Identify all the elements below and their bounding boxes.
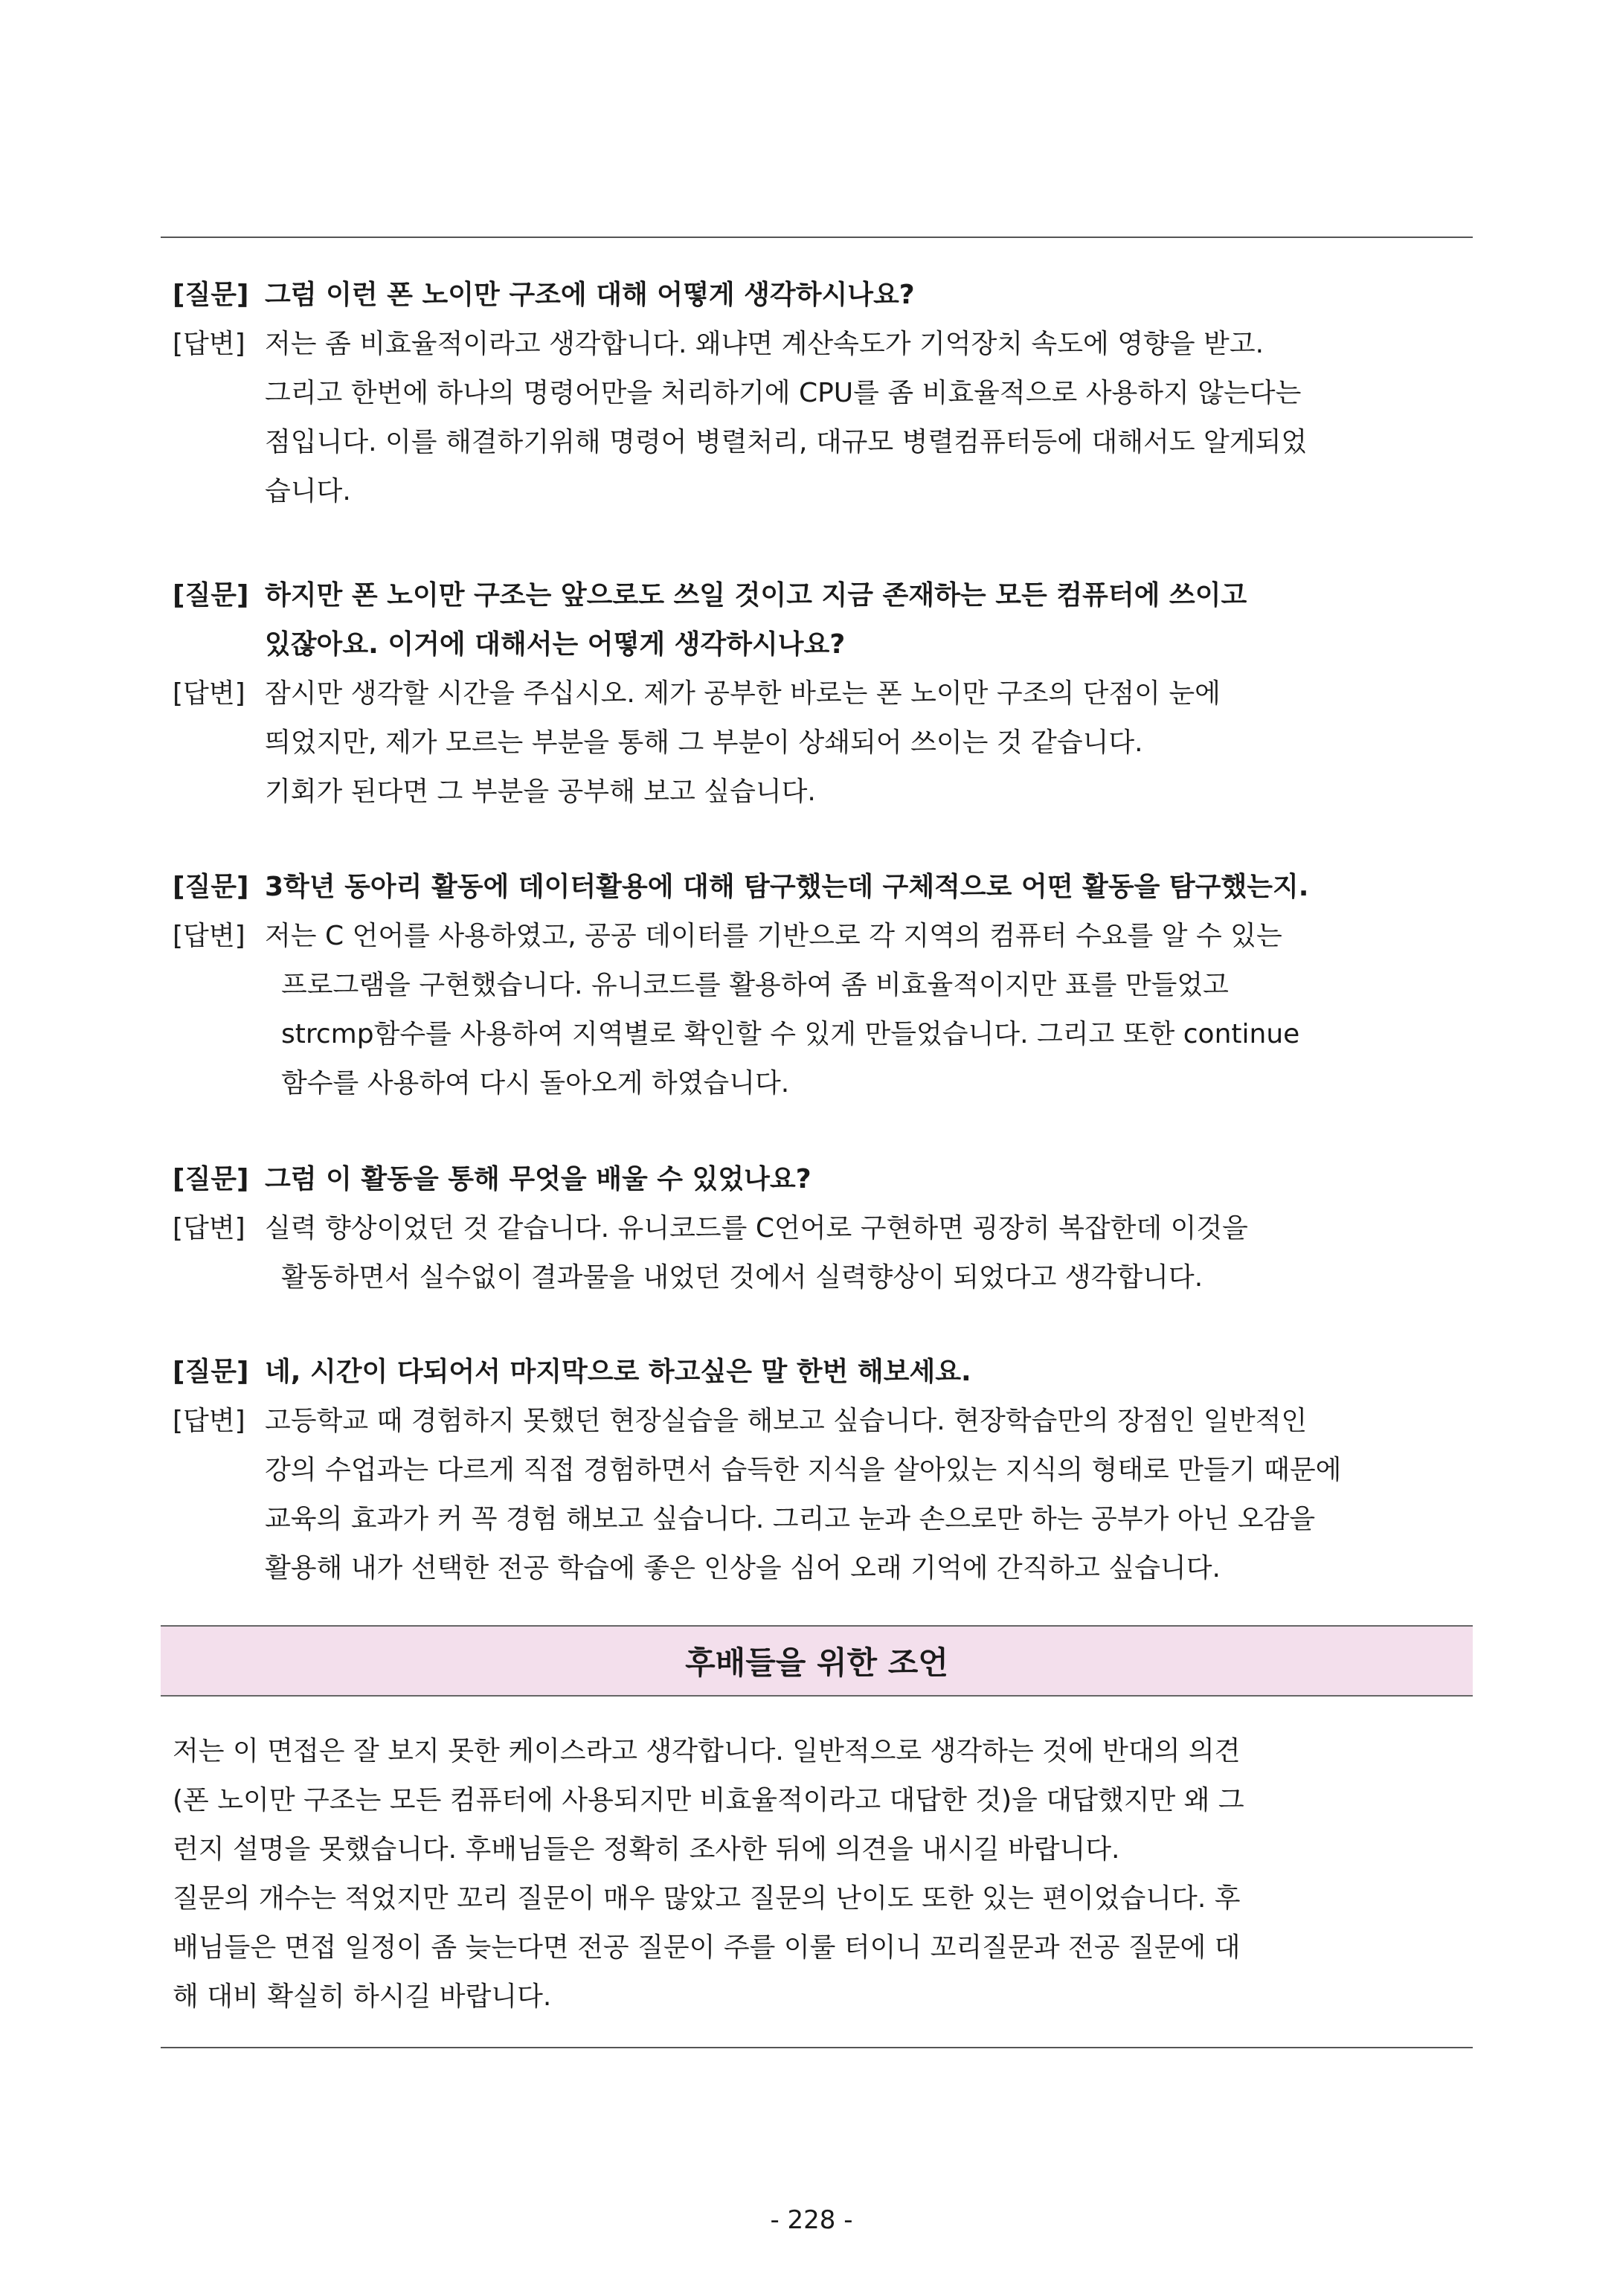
question-text: 네, 시간이 다되어서 마지막으로 하고싶은 말 한번 해보세요. xyxy=(265,1357,971,1387)
answer-text: 함수를 사용하여 다시 돌아오게 하였습니다. xyxy=(281,1068,790,1099)
answer-text: 활동하면서 실수없이 결과물을 내었던 것에서 실력향상이 되었다고 생각합니다. xyxy=(281,1262,1203,1293)
page-number: - 228 - xyxy=(770,2205,853,2235)
answer-text: 습니다. xyxy=(265,476,351,507)
question-tag: [질문] xyxy=(173,580,249,611)
answer-text: 프로그램을 구현했습니다. 유니코드를 활용하여 좀 비효율적이지만 표를 만들었고 xyxy=(281,970,1229,1000)
answer-text: 활용해 내가 선택한 전공 학습에 좋은 인상을 심어 오래 기억에 간직하고 싶습니다. xyxy=(265,1553,1221,1583)
advice-line: 질문의 개수는 적었지만 꼬리 질문이 매우 많았고 질문의 난이도 또한 있는 편이었습니다. 후 xyxy=(173,1883,1241,1914)
question-line xyxy=(173,863,1467,912)
answer-text: 저는 C 언어를 사용하였고, 공공 데이터를 기반으로 각 지역의 컴퓨터 수요를 알 수 있는 xyxy=(265,921,1282,951)
answer-text: 잠시만 생각할 시간을 주십시오. 제가 공부한 바로는 폰 노이만 구조의 단점이 눈에 xyxy=(265,678,1221,709)
answer-text: 교육의 효과가 커 꼭 경험 해보고 싶습니다. 그리고 눈과 손으로만 하는 공부가 아닌 오감을 xyxy=(265,1504,1316,1534)
answer-text: 저는 좀 비효율적이라고 생각합니다. 왜냐면 계산속도가 기억장치 속도에 영향을 받고. xyxy=(265,329,1264,359)
answer-line xyxy=(173,718,1467,768)
answer-tag: [답변] xyxy=(173,329,245,359)
question-tag: [질문] xyxy=(173,280,249,310)
advice-section-header xyxy=(161,1625,1473,1697)
advice-line: (폰 노이만 구조는 모든 컴퓨터에 사용되지만 비효율적이라고 대답한 것)을 대답했지만 왜 그 xyxy=(173,1785,1244,1816)
answer-line xyxy=(173,1204,1467,1253)
question-block xyxy=(173,271,1467,320)
question-text: 있잖아요. 이거에 대해서는 어떻게 생각하시나요? xyxy=(265,629,846,660)
advice-line: 배님들은 면접 일정이 좀 늦는다면 전공 질문이 주를 이룰 터이니 꼬리질문과 전공 질문에 대 xyxy=(173,1932,1241,1963)
answer-text: 띄었지만, 제가 모르는 부분을 통해 그 부분이 상쇄되어 쓰이는 것 같습니다. xyxy=(265,727,1143,758)
answer-line xyxy=(173,418,1467,467)
answer-block xyxy=(173,1397,1467,1593)
answer-tag: [답변] xyxy=(173,678,245,709)
advice-body xyxy=(173,1727,1467,2022)
advice-line: 런지 설명을 못했습니다. 후배님들은 정확히 조사한 뒤에 의견을 내시길 바랍니다. xyxy=(173,1834,1120,1865)
question-line xyxy=(173,1348,1467,1397)
answer-text: 그리고 한번에 하나의 명령어만을 처리하기에 CPU를 좀 비효율적으로 사용하지 않는다는 xyxy=(265,378,1302,408)
answer-line xyxy=(173,1397,1467,1446)
question-line xyxy=(173,1155,1467,1204)
question-text: 그럼 이런 폰 노이만 구조에 대해 어떻게 생각하시나요? xyxy=(265,280,915,310)
question-text: 그럼 이 활동을 통해 무엇을 배울 수 있었나요? xyxy=(265,1164,812,1194)
question-block xyxy=(173,1348,1467,1397)
advice-line: 저는 이 면접은 잘 보지 못한 케이스라고 생각합니다. 일반적으로 생각하는 것에 반대의 의견 xyxy=(173,1736,1241,1766)
answer-line xyxy=(173,1544,1467,1593)
answer-text: 강의 수업과는 다르게 직접 경험하면서 습득한 지식을 살아있는 지식의 형태로 만들기 때문에 xyxy=(265,1455,1342,1485)
advice-line: 해 대비 확실히 하시길 바랍니다. xyxy=(173,1981,552,2012)
answer-tag: [답변] xyxy=(173,1213,245,1244)
bottom-divider xyxy=(161,2047,1473,2048)
question-line xyxy=(173,271,1467,320)
answer-line xyxy=(173,1253,1467,1302)
question-tag: [질문] xyxy=(173,1357,249,1387)
answer-text: 점입니다. 이를 해결하기위해 명령어 병렬처리, 대규모 병렬컴퓨터등에 대해서도 알게되었 xyxy=(265,427,1308,457)
answer-block xyxy=(173,320,1467,516)
answer-line xyxy=(173,912,1467,961)
answer-text: strcmp함수를 사용하여 지역별로 확인할 수 있게 만들었습니다. 그리고 또한 continue xyxy=(281,1019,1300,1049)
answer-tag: [답변] xyxy=(173,1406,245,1436)
answer-block xyxy=(173,912,1467,1108)
answer-text: 기회가 된다면 그 부분을 공부해 보고 싶습니다. xyxy=(265,776,816,807)
answer-text: 실력 향상이었던 것 같습니다. 유니코드를 C언어로 구현하면 굉장히 복잡한데 이것을 xyxy=(265,1213,1248,1244)
question-block xyxy=(173,1155,1467,1204)
answer-line xyxy=(173,1495,1467,1544)
question-tag: [질문] xyxy=(173,1164,249,1194)
answer-tag: [답변] xyxy=(173,921,245,951)
answer-line xyxy=(173,768,1467,817)
answer-line xyxy=(173,369,1467,418)
question-text: 3학년 동아리 활동에 데이터활용에 대해 탐구했는데 구체적으로 어떤 활동을 탐구했는지. xyxy=(265,872,1309,902)
answer-text: 고등학교 때 경험하지 못했던 현장실습을 해보고 싶습니다. 현장학습만의 장점인 일반적인 xyxy=(265,1406,1308,1436)
question-text: 하지만 폰 노이만 구조는 앞으로도 쓰일 것이고 지금 존재하는 모든 컴퓨터에 쓰이고 xyxy=(265,580,1247,611)
answer-line xyxy=(173,320,1467,369)
answer-block xyxy=(173,1204,1467,1302)
question-block xyxy=(173,571,1467,669)
answer-line xyxy=(173,669,1467,718)
answer-line xyxy=(173,1010,1467,1059)
question-tag: [질문] xyxy=(173,872,249,902)
top-divider xyxy=(161,237,1473,238)
question-line xyxy=(173,571,1467,620)
answer-line xyxy=(173,1059,1467,1108)
question-line xyxy=(173,620,1467,669)
question-block xyxy=(173,863,1467,912)
advice-section-title: 후배들을 위한 조언 xyxy=(685,1644,948,1681)
answer-line xyxy=(173,1446,1467,1495)
answer-line xyxy=(173,961,1467,1010)
answer-line xyxy=(173,467,1467,516)
answer-block xyxy=(173,669,1467,817)
